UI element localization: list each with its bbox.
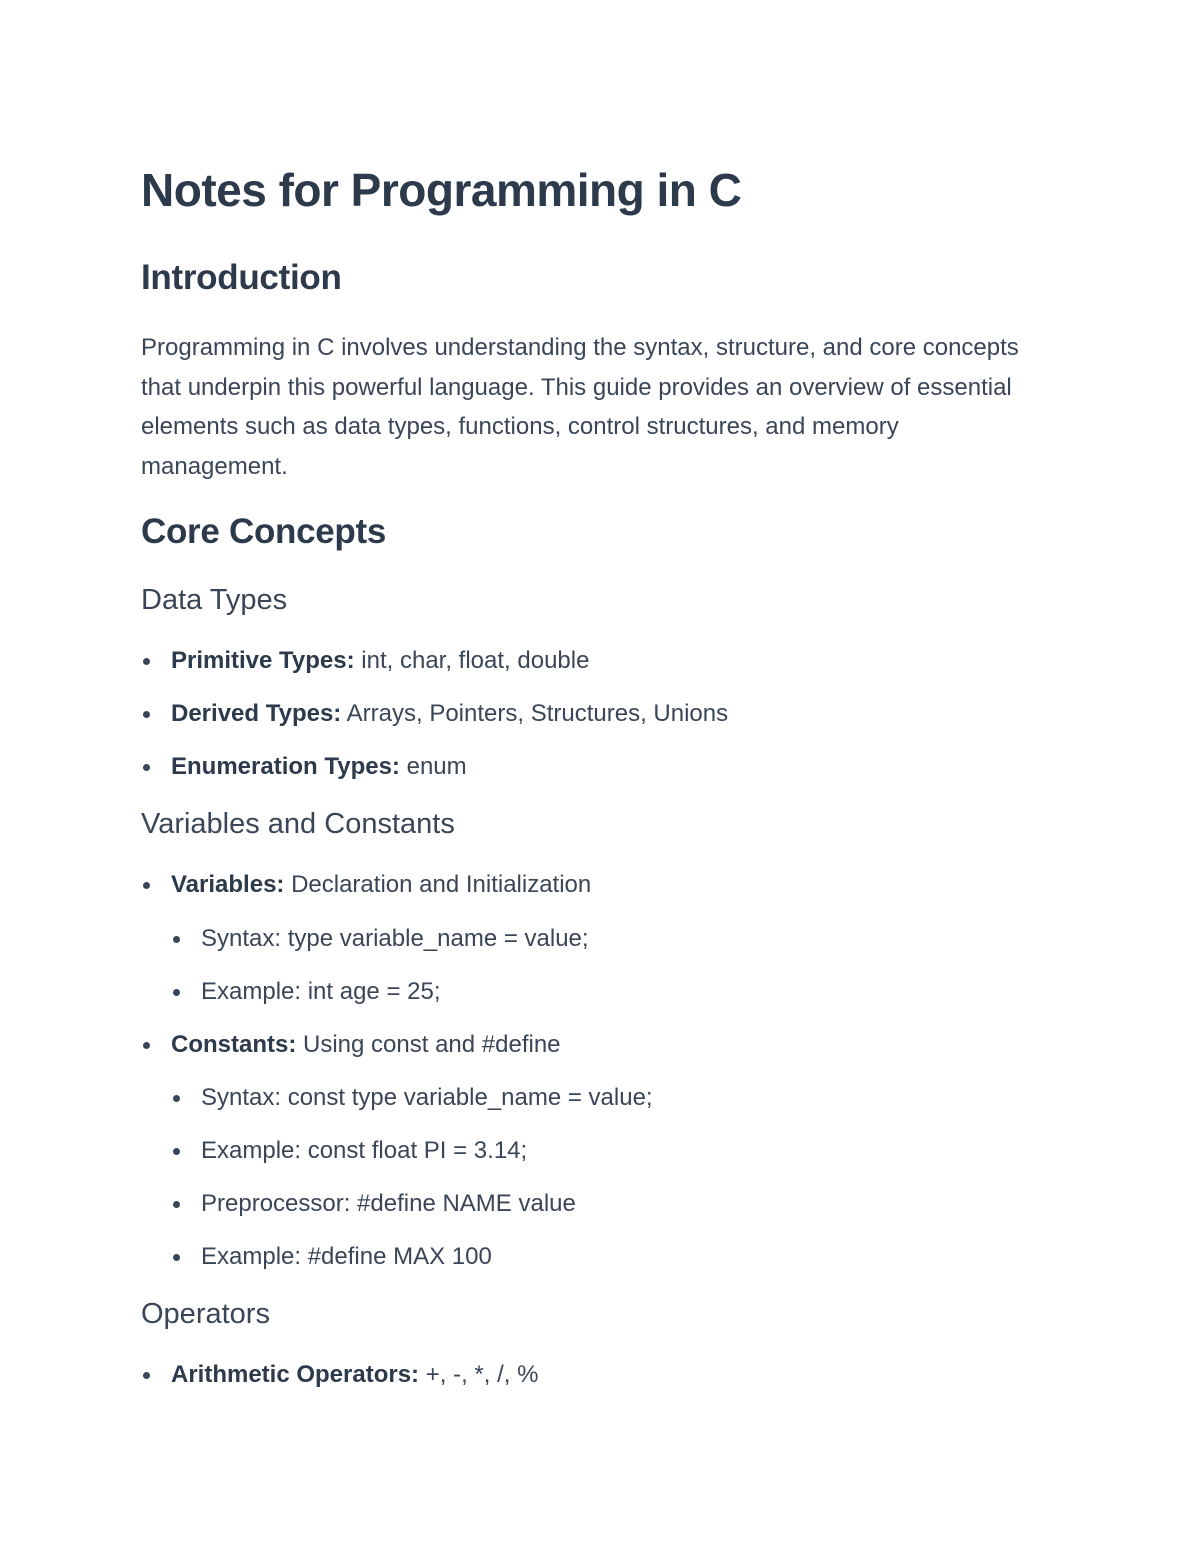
list-item-text: +, -, *, /, % (419, 1361, 539, 1388)
list-item-text: Using const and #define (296, 1031, 561, 1058)
bullet-icon (143, 1372, 150, 1379)
introduction-heading: Introduction (141, 258, 342, 297)
data-types-heading: Data Types (141, 584, 288, 616)
sub-list-item-text: Example: #define MAX 100 (201, 1243, 492, 1270)
list-item-label: Constants: (171, 1031, 297, 1058)
list-item-label: Derived Types: (171, 700, 342, 727)
list-item-text: Declaration and Initialization (284, 871, 592, 898)
list-item-label: Enumeration Types: (171, 753, 400, 780)
bullet-icon (143, 658, 150, 665)
sub-list-item-text: Syntax: type variable_name = value; (201, 925, 589, 952)
document-title: Notes for Programming in C (141, 164, 742, 216)
list-item-label: Variables: (171, 871, 285, 898)
bullet-icon (143, 882, 150, 889)
bullet-icon (173, 1148, 180, 1155)
bullet-icon (173, 1201, 180, 1208)
bullet-icon (143, 1042, 150, 1049)
bullet-icon (143, 711, 150, 718)
sub-list-item-text: Syntax: const type variable_name = value; (201, 1084, 653, 1111)
list-item-label: Arithmetic Operators: (171, 1361, 420, 1388)
bullet-icon (173, 989, 180, 996)
sub-list-item-text: Preprocessor: #define NAME value (201, 1190, 576, 1217)
introduction-paragraph: Programming in C involves understanding the syntax, structure, and core concepts that underpin this powerful language. This guide provides an overview of essential elements such as data types, functions, control structures, and memory management. (141, 334, 1019, 481)
sub-list-item-text: Example: const float PI = 3.14; (201, 1137, 528, 1164)
list-item-text: Arrays, Pointers, Structures, Unions (341, 700, 729, 727)
bullet-icon (173, 1254, 180, 1261)
list-item-label: Primitive Types: (171, 647, 355, 674)
list-item-text: enum (399, 753, 467, 780)
variables-constants-heading: Variables and Constants (141, 808, 455, 840)
bullet-icon (173, 936, 180, 943)
core-concepts-heading: Core Concepts (141, 512, 387, 551)
bullet-icon (173, 1095, 180, 1102)
bullet-icon (143, 764, 150, 771)
list-item-text: int, char, float, double (354, 647, 590, 674)
sub-list-item-text: Example: int age = 25; (201, 978, 441, 1005)
operators-heading: Operators (141, 1298, 270, 1330)
